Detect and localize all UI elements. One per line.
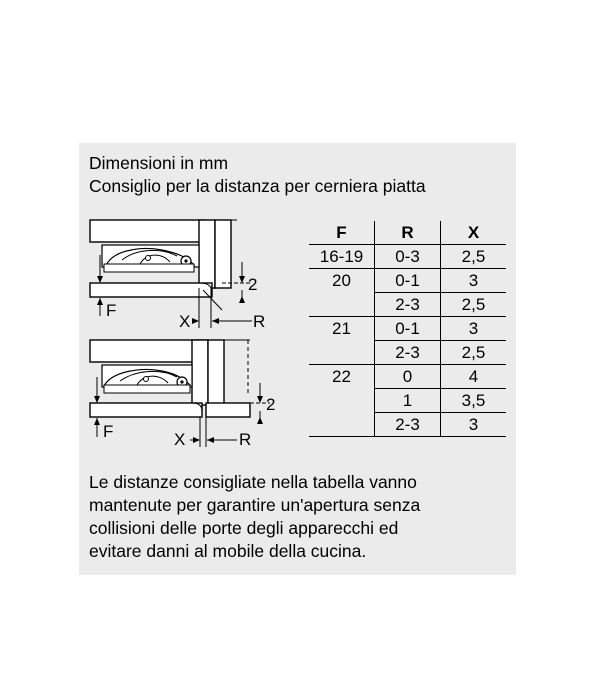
f-label-top: F [106,301,117,320]
table-row [309,293,506,317]
hinge-diagram-top-drawing [82,210,282,340]
cell-f [309,413,375,437]
two-mm-label-bottom: 2 [266,395,276,414]
table-row [309,341,506,365]
cell-x: 3,5 [441,389,507,413]
note-line: mantenute per garantire un'apertura senza [89,495,421,515]
cell-x: 3 [441,413,507,437]
cell-r: 0-1 [375,317,441,341]
dimensions-heading: Dimensioni in mm [89,153,229,173]
cell-r: 0 [375,365,441,389]
cell-r: 2-3 [375,293,441,317]
r-label-top: R [253,312,266,331]
cell-x: 2,5 [441,245,507,269]
note-paragraph [89,471,509,563]
hinge-diagram-top [82,210,282,340]
note-line: Le distanze consigliate nella tabella vanno [89,472,417,492]
header-x: X [441,221,507,245]
cell-f: 20 [309,269,375,293]
cell-f [309,389,375,413]
cell-x: 2,5 [441,293,507,317]
hinge-diagram-bottom-drawing [82,335,282,465]
cell-f: 21 [309,317,375,341]
r-label-bottom: R [239,430,252,449]
hinge-distance-table [309,221,506,437]
cell-f [309,293,375,317]
cell-x: 3 [441,269,507,293]
cell-x: 4 [441,365,507,389]
note-line: evitare danni al mobile della cucina. [89,541,367,561]
cell-f: 16-19 [309,245,375,269]
cell-x: 3 [441,317,507,341]
cell-f [309,341,375,365]
cell-r: 2-3 [375,413,441,437]
f-label-bottom: F [103,422,114,441]
header-f: F [309,221,375,245]
table-row [309,365,506,389]
table-row [309,245,506,269]
table-row [309,389,506,413]
note-line: collisioni delle porte degli apparecchi ed [89,518,399,538]
cell-r: 0-1 [375,269,441,293]
table-header-row [309,221,506,245]
cell-r: 0-3 [375,245,441,269]
x-label-bottom: X [174,430,186,449]
header-r: R [375,221,441,245]
table-row [309,317,506,341]
x-label-top: X [179,312,191,331]
table-row [309,413,506,437]
cell-f: 22 [309,365,375,389]
table-row [309,269,506,293]
hinge-distance-heading: Consiglio per la distanza per cerniera piatta [89,176,426,196]
cell-x: 2,5 [441,341,507,365]
two-mm-label-top: 2 [248,275,258,294]
cell-r: 1 [375,389,441,413]
cell-r: 2-3 [375,341,441,365]
hinge-diagram-bottom [82,335,282,465]
